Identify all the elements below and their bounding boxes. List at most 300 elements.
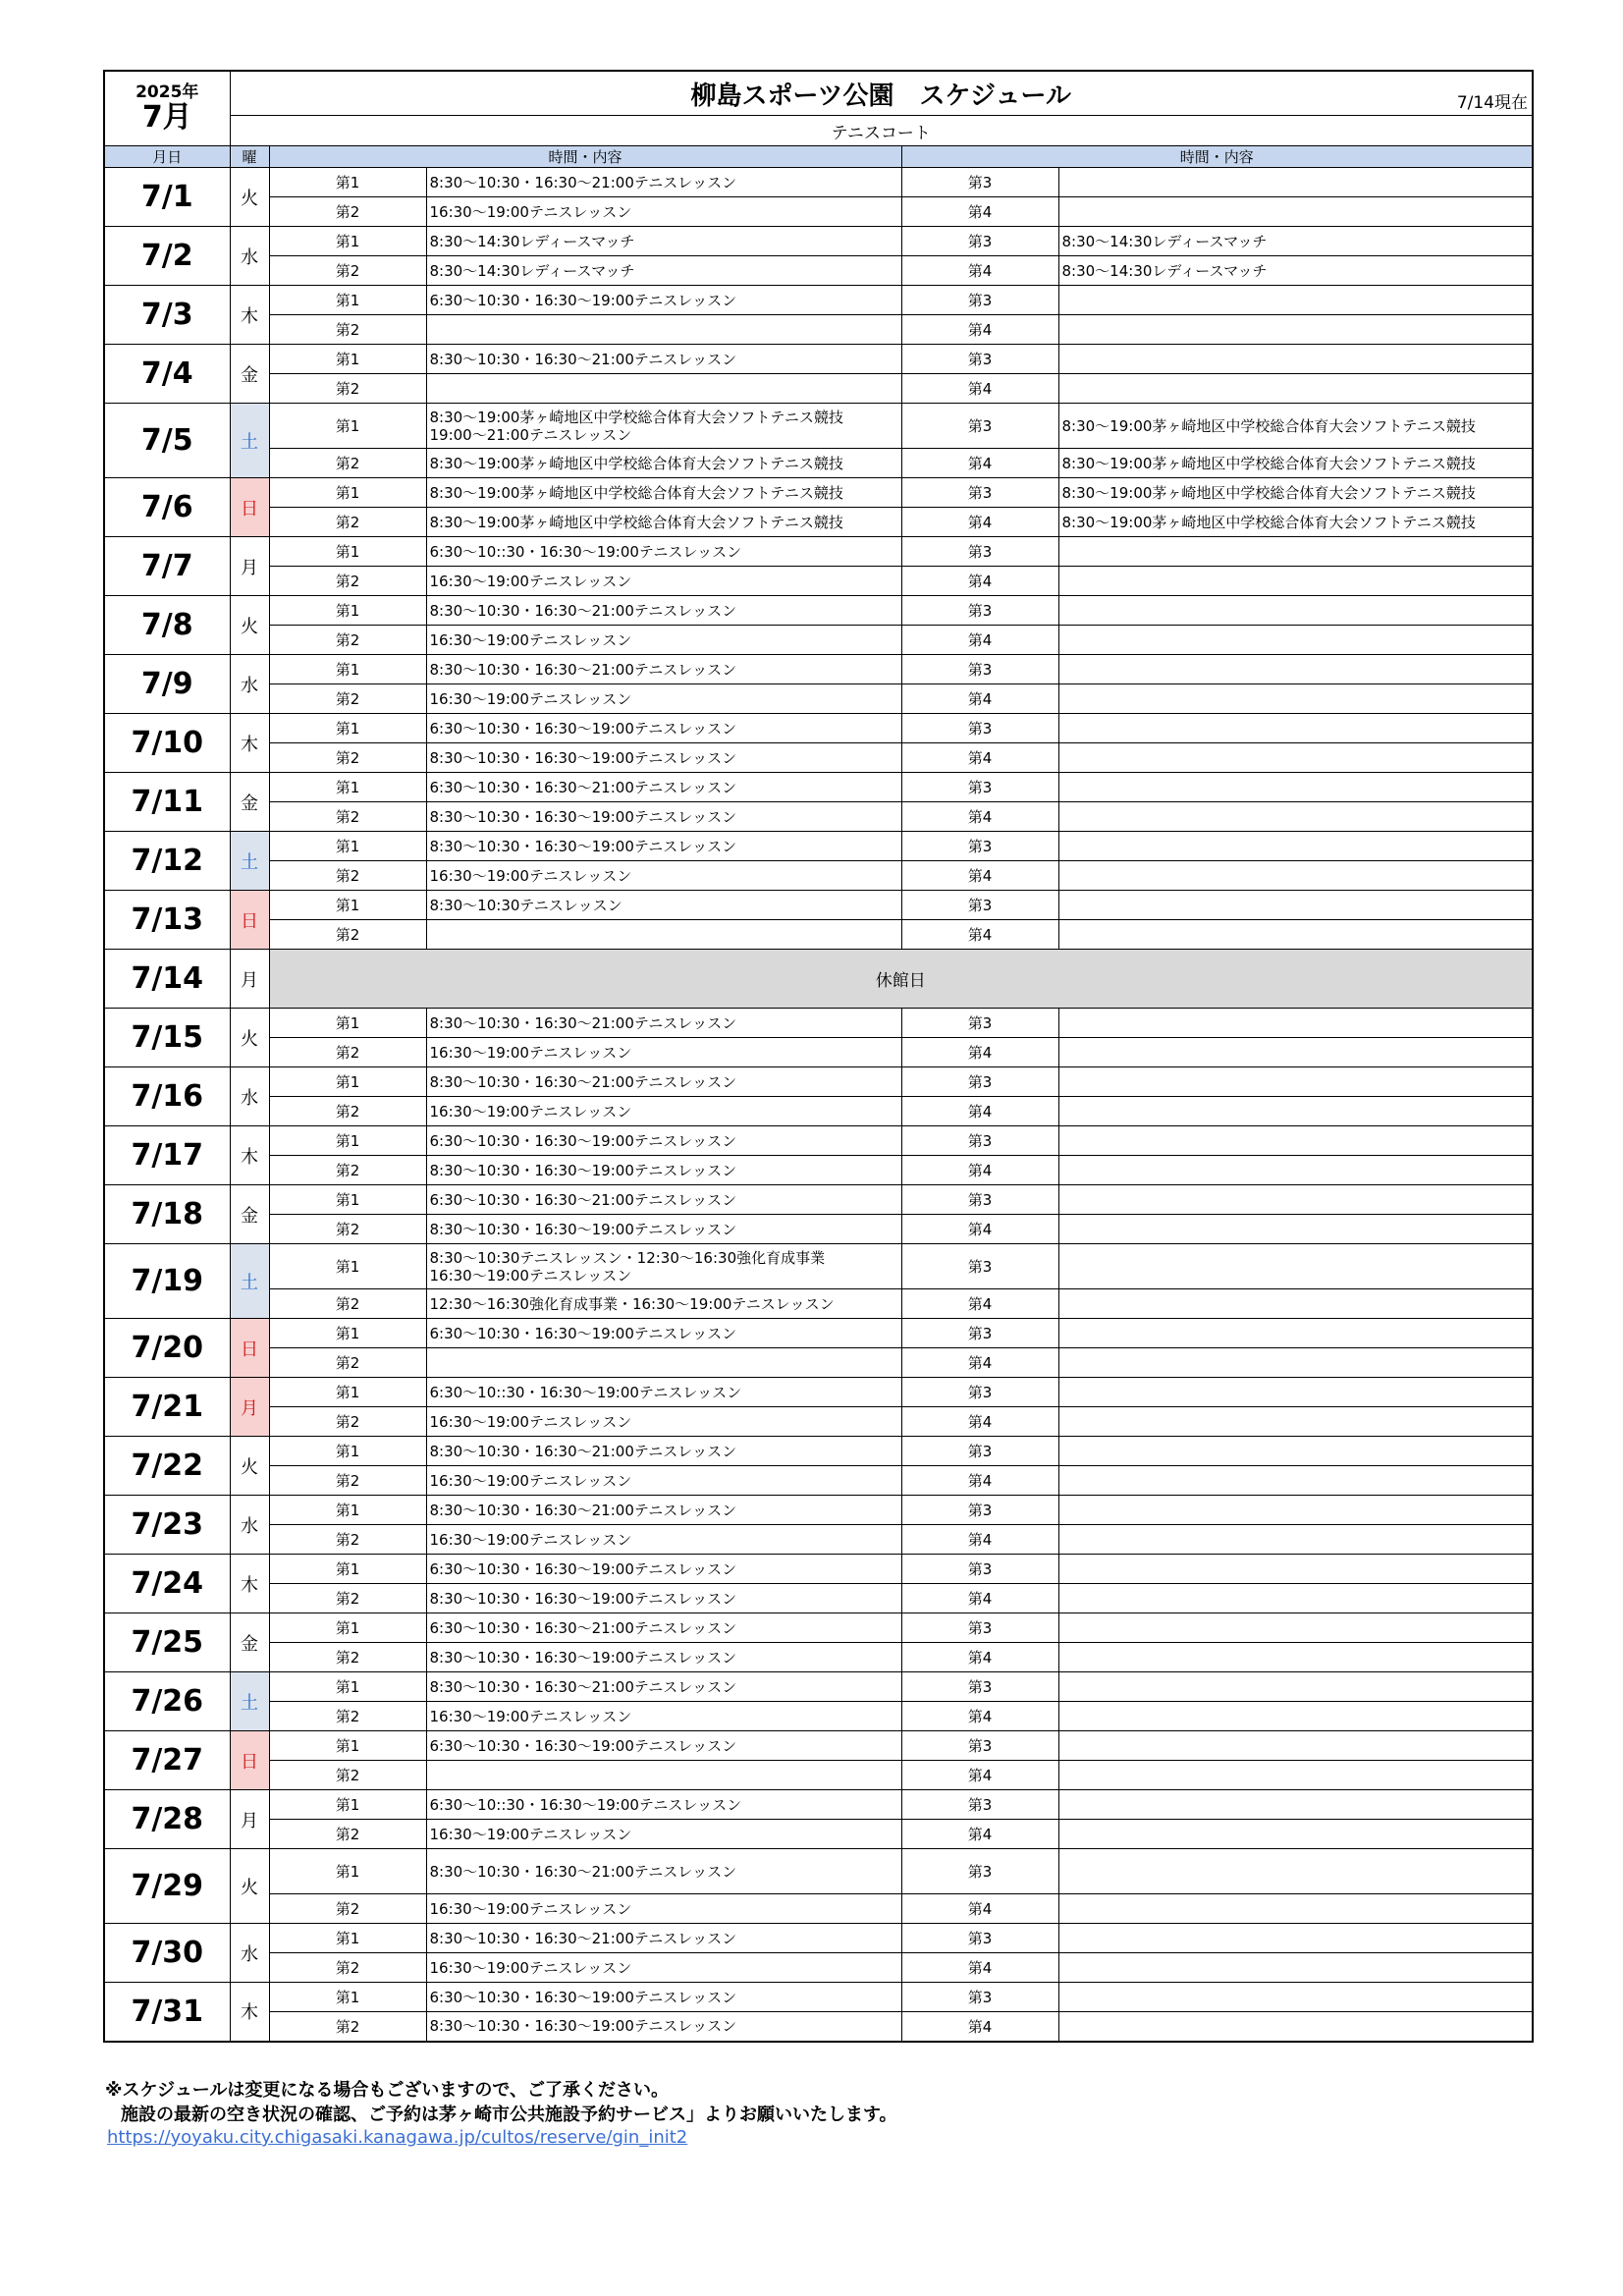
court-row bbox=[104, 449, 1533, 478]
court-label-left: 第2 bbox=[269, 626, 426, 655]
day-of-week: 金 bbox=[230, 1185, 269, 1244]
court-content-right bbox=[1058, 626, 1533, 655]
day-of-week: 金 bbox=[230, 345, 269, 404]
court-content-right bbox=[1058, 197, 1533, 227]
content-line: 6:30～10::30・16:30～19:00テニスレッスン bbox=[429, 1383, 742, 1401]
content-line: 8:30～10:30・16:30～21:00テニスレッスン bbox=[429, 173, 737, 191]
court-label-left: 第2 bbox=[269, 920, 426, 950]
court-content-left bbox=[426, 861, 901, 891]
court-label-right: 第3 bbox=[901, 1924, 1058, 1953]
court-row bbox=[104, 1126, 1533, 1156]
court-content-right bbox=[1058, 861, 1533, 891]
court-content-left bbox=[426, 2012, 901, 2042]
court-label-left: 第2 bbox=[269, 1289, 426, 1319]
court-row bbox=[104, 684, 1533, 714]
col-header-date: 月日 bbox=[104, 146, 230, 168]
day-date: 7/5 bbox=[104, 404, 230, 478]
court-label-right: 第4 bbox=[901, 802, 1058, 832]
day-row bbox=[104, 950, 1533, 1009]
court-label-left: 第2 bbox=[269, 1820, 426, 1849]
day-of-week: 土 bbox=[230, 1244, 269, 1319]
day-of-week: 火 bbox=[230, 1849, 269, 1924]
court-label-left: 第1 bbox=[269, 596, 426, 626]
content-line: 8:30～10:30・16:30～19:00テニスレッスン bbox=[429, 1220, 737, 1238]
court-content-right bbox=[1058, 1348, 1533, 1378]
court-label-right: 第3 bbox=[901, 404, 1058, 449]
court-content-right bbox=[1058, 1731, 1533, 1761]
court-label-left: 第2 bbox=[269, 1525, 426, 1555]
day-date: 7/30 bbox=[104, 1924, 230, 1983]
content-line: 6:30～10:30・16:30～21:00テニスレッスン bbox=[429, 778, 737, 796]
court-row bbox=[104, 345, 1533, 374]
court-row bbox=[104, 567, 1533, 596]
content-line: 8:30～10:30・16:30～21:00テニスレッスン bbox=[429, 1442, 737, 1460]
content-line: 8:30～10:30・16:30～21:00テニスレッスン bbox=[429, 1929, 737, 1947]
day-date: 7/26 bbox=[104, 1672, 230, 1731]
day-of-week: 月 bbox=[230, 950, 269, 1009]
court-label-left: 第2 bbox=[269, 1894, 426, 1924]
content-line: 8:30～10:30・16:30～21:00テニスレッスン bbox=[429, 660, 737, 679]
court-label-right: 第3 bbox=[901, 1126, 1058, 1156]
court-label-right: 第4 bbox=[901, 1407, 1058, 1437]
court-content-left bbox=[426, 1289, 901, 1319]
court-content-left bbox=[426, 1215, 901, 1244]
content-line: 8:30～19:00茅ヶ崎地区中学校総合体育大会ソフトテニス競技 bbox=[429, 408, 843, 426]
closed-day-cell: 休館日 bbox=[269, 950, 1533, 1009]
court-content-left bbox=[426, 1849, 901, 1894]
court-content-right bbox=[1058, 1983, 1533, 2012]
court-content-left bbox=[426, 374, 901, 404]
court-label-left: 第2 bbox=[269, 256, 426, 286]
day-of-week: 木 bbox=[230, 286, 269, 345]
court-content-left bbox=[426, 1672, 901, 1702]
day-of-week: 月 bbox=[230, 537, 269, 596]
day-date: 7/19 bbox=[104, 1244, 230, 1319]
court-content-left bbox=[426, 1437, 901, 1466]
content-line: 8:30～10:30テニスレッスン・12:30～16:30強化育成事業 bbox=[429, 1248, 826, 1267]
day-date: 7/4 bbox=[104, 345, 230, 404]
court-label-left: 第1 bbox=[269, 1496, 426, 1525]
court-content-left bbox=[426, 1790, 901, 1820]
court-label-right: 第3 bbox=[901, 1672, 1058, 1702]
day-date: 7/6 bbox=[104, 478, 230, 537]
content-line: 8:30～10:30・16:30～21:00テニスレッスン bbox=[429, 1677, 737, 1696]
court-label-right: 第4 bbox=[901, 1289, 1058, 1319]
court-content-right bbox=[1058, 374, 1533, 404]
court-label-left: 第1 bbox=[269, 1731, 426, 1761]
day-date: 7/12 bbox=[104, 832, 230, 891]
day-date: 7/14 bbox=[104, 950, 230, 1009]
court-content-left bbox=[426, 286, 901, 315]
day-date: 7/2 bbox=[104, 227, 230, 286]
court-content-right bbox=[1058, 1525, 1533, 1555]
court-row bbox=[104, 1643, 1533, 1672]
court-label-right: 第3 bbox=[901, 1319, 1058, 1348]
court-content-left bbox=[426, 743, 901, 773]
court-row bbox=[104, 1924, 1533, 1953]
content-line: 16:30～19:00テニスレッスン bbox=[429, 1043, 632, 1062]
court-label-left: 第1 bbox=[269, 1185, 426, 1215]
court-row bbox=[104, 508, 1533, 537]
court-content-left bbox=[426, 1584, 901, 1613]
court-row bbox=[104, 197, 1533, 227]
day-date: 7/17 bbox=[104, 1126, 230, 1185]
court-content-right bbox=[1058, 891, 1533, 920]
court-row bbox=[104, 1584, 1533, 1613]
page-title: 柳島スポーツ公園 スケジュール bbox=[690, 81, 1071, 111]
court-label-right: 第3 bbox=[901, 773, 1058, 802]
court-row bbox=[104, 1790, 1533, 1820]
court-content-right bbox=[1058, 1289, 1533, 1319]
court-content-left bbox=[426, 1126, 901, 1156]
court-label-left: 第2 bbox=[269, 1156, 426, 1185]
month-label: 7月 bbox=[141, 99, 192, 135]
court-content-left bbox=[426, 1525, 901, 1555]
court-label-right: 第4 bbox=[901, 1584, 1058, 1613]
court-row bbox=[104, 891, 1533, 920]
court-label-right: 第4 bbox=[901, 449, 1058, 478]
court-label-right: 第3 bbox=[901, 1437, 1058, 1466]
content-line-2: 16:30～19:00テニスレッスン bbox=[429, 1266, 632, 1285]
court-content-left bbox=[426, 1496, 901, 1525]
court-content-left bbox=[426, 1731, 901, 1761]
court-label-right: 第4 bbox=[901, 1894, 1058, 1924]
court-label-left: 第2 bbox=[269, 508, 426, 537]
content-line: 6:30～10:30・16:30～21:00テニスレッスン bbox=[429, 1618, 737, 1637]
court-label-right: 第4 bbox=[901, 920, 1058, 950]
court-label-left: 第2 bbox=[269, 374, 426, 404]
court-content-right bbox=[1058, 168, 1533, 197]
court-content-right bbox=[1058, 1643, 1533, 1672]
court-label-left: 第2 bbox=[269, 1215, 426, 1244]
court-content-left bbox=[426, 227, 901, 256]
court-row bbox=[104, 1097, 1533, 1126]
court-content-right bbox=[1058, 1584, 1533, 1613]
court-content-right bbox=[1058, 832, 1533, 861]
court-label-left: 第2 bbox=[269, 1643, 426, 1672]
content-line: 16:30～19:00テニスレッスン bbox=[429, 202, 632, 221]
court-content-right: 8:30～14:30レディースマッチ bbox=[1058, 256, 1533, 286]
court-content-left bbox=[426, 1953, 901, 1983]
content-line: 6:30～10:30・16:30～19:00テニスレッスン bbox=[429, 719, 737, 738]
court-label-right: 第3 bbox=[901, 537, 1058, 567]
court-label-right: 第3 bbox=[901, 1555, 1058, 1584]
content-line: 6:30～10:30・16:30～19:00テニスレッスン bbox=[429, 291, 737, 309]
court-label-right: 第4 bbox=[901, 743, 1058, 773]
day-of-week: 日 bbox=[230, 1319, 269, 1378]
page-title-cell bbox=[230, 71, 1533, 116]
court-row bbox=[104, 2012, 1533, 2042]
court-label-right: 第4 bbox=[901, 1820, 1058, 1849]
court-row bbox=[104, 1525, 1533, 1555]
content-line: 8:30～10:30・16:30～19:00テニスレッスン bbox=[429, 748, 737, 767]
content-line: 8:30～10:30・16:30～21:00テニスレッスン bbox=[429, 1501, 737, 1519]
court-label-right: 第4 bbox=[901, 374, 1058, 404]
day-of-week: 水 bbox=[230, 1067, 269, 1126]
court-label-right: 第3 bbox=[901, 286, 1058, 315]
court-row bbox=[104, 1348, 1533, 1378]
content-line: 8:30～14:30レディースマッチ bbox=[429, 261, 635, 280]
court-row bbox=[104, 1466, 1533, 1496]
content-line: 8:30～10:30・16:30～21:00テニスレッスン bbox=[429, 1862, 737, 1881]
day-date: 7/27 bbox=[104, 1731, 230, 1790]
court-content-right bbox=[1058, 1038, 1533, 1067]
day-of-week: 水 bbox=[230, 227, 269, 286]
court-label-right: 第3 bbox=[901, 1849, 1058, 1894]
day-of-week: 木 bbox=[230, 1126, 269, 1185]
as-of-date: 7/14現在 bbox=[1456, 93, 1528, 113]
court-label-left: 第1 bbox=[269, 1126, 426, 1156]
court-row bbox=[104, 1894, 1533, 1924]
court-content-right bbox=[1058, 1378, 1533, 1407]
day-date: 7/18 bbox=[104, 1185, 230, 1244]
court-label-right: 第3 bbox=[901, 1185, 1058, 1215]
court-label-right: 第4 bbox=[901, 1156, 1058, 1185]
day-of-week: 金 bbox=[230, 1613, 269, 1672]
day-date: 7/29 bbox=[104, 1849, 230, 1924]
court-content-left bbox=[426, 596, 901, 626]
court-content-left bbox=[426, 508, 901, 537]
court-label-right: 第3 bbox=[901, 891, 1058, 920]
court-content-right bbox=[1058, 1894, 1533, 1924]
day-of-week: 火 bbox=[230, 168, 269, 227]
day-of-week: 木 bbox=[230, 1983, 269, 2042]
court-content-right bbox=[1058, 1702, 1533, 1731]
court-content-right bbox=[1058, 1407, 1533, 1437]
court-row bbox=[104, 286, 1533, 315]
day-of-week: 月 bbox=[230, 1378, 269, 1437]
content-line: 16:30～19:00テニスレッスン bbox=[429, 1530, 632, 1549]
col-header-dow: 曜 bbox=[230, 146, 269, 168]
court-row bbox=[104, 1437, 1533, 1466]
reservation-link[interactable]: https://yoyaku.city.chigasaki.kanagawa.jp/cultos/reserve/gin_init2 bbox=[107, 2127, 688, 2148]
court-label-right: 第3 bbox=[901, 1378, 1058, 1407]
court-row bbox=[104, 315, 1533, 345]
court-label-left: 第2 bbox=[269, 802, 426, 832]
court-content-right bbox=[1058, 1009, 1533, 1038]
court-label-right: 第4 bbox=[901, 1097, 1058, 1126]
court-row bbox=[104, 256, 1533, 286]
day-of-week: 土 bbox=[230, 832, 269, 891]
day-date: 7/24 bbox=[104, 1555, 230, 1613]
court-label-left: 第2 bbox=[269, 1348, 426, 1378]
day-date: 7/9 bbox=[104, 655, 230, 714]
court-content-left bbox=[426, 832, 901, 861]
content-line: 8:30～10:30・16:30～19:00テニスレッスン bbox=[429, 1648, 737, 1667]
court-label-right: 第4 bbox=[901, 1761, 1058, 1790]
court-label-right: 第4 bbox=[901, 1466, 1058, 1496]
content-line: 6:30～10:30・16:30～19:00テニスレッスン bbox=[429, 1559, 737, 1578]
court-label-left: 第1 bbox=[269, 714, 426, 743]
col-header-content-right: 時間・内容 bbox=[901, 146, 1533, 168]
court-label-right: 第3 bbox=[901, 1613, 1058, 1643]
facility-subtitle: テニスコート bbox=[230, 116, 1533, 146]
court-content-left bbox=[426, 1643, 901, 1672]
court-content-left bbox=[426, 1097, 901, 1126]
content-line: 6:30～10:30・16:30～19:00テニスレッスン bbox=[429, 1736, 737, 1755]
content-line: 16:30～19:00テニスレッスン bbox=[429, 1825, 632, 1843]
court-row bbox=[104, 832, 1533, 861]
court-content-left bbox=[426, 1702, 901, 1731]
day-date: 7/1 bbox=[104, 168, 230, 227]
content-line: 8:30～10:30・16:30～21:00テニスレッスン bbox=[429, 1013, 737, 1032]
court-content-left bbox=[426, 1466, 901, 1496]
court-row bbox=[104, 227, 1533, 256]
court-content-right bbox=[1058, 1319, 1533, 1348]
court-label-right: 第3 bbox=[901, 168, 1058, 197]
court-content-left bbox=[426, 404, 901, 449]
court-content-right bbox=[1058, 655, 1533, 684]
court-content-right bbox=[1058, 596, 1533, 626]
court-label-right: 第4 bbox=[901, 508, 1058, 537]
court-label-left: 第1 bbox=[269, 655, 426, 684]
court-content-left bbox=[426, 1319, 901, 1348]
court-label-left: 第2 bbox=[269, 1407, 426, 1437]
court-label-left: 第1 bbox=[269, 478, 426, 508]
day-of-week: 日 bbox=[230, 891, 269, 950]
court-content-right bbox=[1058, 567, 1533, 596]
court-label-left: 第2 bbox=[269, 1953, 426, 1983]
court-row bbox=[104, 1185, 1533, 1215]
court-row bbox=[104, 1009, 1533, 1038]
court-content-right bbox=[1058, 1924, 1533, 1953]
court-label-right: 第3 bbox=[901, 596, 1058, 626]
day-of-week: 木 bbox=[230, 1555, 269, 1613]
court-content-right bbox=[1058, 1067, 1533, 1097]
court-row bbox=[104, 1672, 1533, 1702]
court-label-right: 第3 bbox=[901, 655, 1058, 684]
day-date: 7/8 bbox=[104, 596, 230, 655]
court-content-right bbox=[1058, 1820, 1533, 1849]
day-date: 7/10 bbox=[104, 714, 230, 773]
court-row bbox=[104, 743, 1533, 773]
day-of-week: 水 bbox=[230, 1496, 269, 1555]
day-date: 7/11 bbox=[104, 773, 230, 832]
court-label-right: 第3 bbox=[901, 1067, 1058, 1097]
court-row bbox=[104, 1407, 1533, 1437]
court-content-left bbox=[426, 1378, 901, 1407]
court-label-left: 第2 bbox=[269, 743, 426, 773]
court-label-left: 第1 bbox=[269, 773, 426, 802]
content-line: 16:30～19:00テニスレッスン bbox=[429, 1707, 632, 1725]
day-of-week: 日 bbox=[230, 478, 269, 537]
court-content-right bbox=[1058, 1849, 1533, 1894]
court-content-left bbox=[426, 655, 901, 684]
content-line: 8:30～19:00茅ヶ崎地区中学校総合体育大会ソフトテニス競技 bbox=[429, 454, 843, 472]
schedule-table bbox=[103, 70, 1534, 2043]
court-content-left bbox=[426, 1244, 901, 1289]
court-content-right bbox=[1058, 1672, 1533, 1702]
day-of-week: 金 bbox=[230, 773, 269, 832]
day-date: 7/21 bbox=[104, 1378, 230, 1437]
court-row bbox=[104, 374, 1533, 404]
court-label-left: 第1 bbox=[269, 286, 426, 315]
court-content-right bbox=[1058, 2012, 1533, 2042]
court-row bbox=[104, 1289, 1533, 1319]
day-of-week: 日 bbox=[230, 1731, 269, 1790]
court-content-left bbox=[426, 1185, 901, 1215]
court-row bbox=[104, 1613, 1533, 1643]
court-row bbox=[104, 861, 1533, 891]
court-content-right bbox=[1058, 743, 1533, 773]
court-label-left: 第1 bbox=[269, 832, 426, 861]
court-content-left bbox=[426, 1924, 901, 1953]
court-row bbox=[104, 1555, 1533, 1584]
year-label: 2025年 bbox=[135, 82, 199, 102]
content-line: 8:30～10:30・16:30～19:00テニスレッスン bbox=[429, 837, 737, 855]
court-row bbox=[104, 802, 1533, 832]
court-row bbox=[104, 1378, 1533, 1407]
court-label-left: 第1 bbox=[269, 1613, 426, 1643]
court-label-left: 第2 bbox=[269, 315, 426, 345]
col-header-content-left: 時間・内容 bbox=[269, 146, 901, 168]
day-date: 7/23 bbox=[104, 1496, 230, 1555]
day-date: 7/25 bbox=[104, 1613, 230, 1672]
court-content-left bbox=[426, 1038, 901, 1067]
court-content-left bbox=[426, 1983, 901, 2012]
content-line: 6:30～10:30・16:30～21:00テニスレッスン bbox=[429, 1190, 737, 1209]
day-date: 7/7 bbox=[104, 537, 230, 596]
column-header-row bbox=[104, 146, 1533, 168]
content-line: 16:30～19:00テニスレッスン bbox=[429, 572, 632, 590]
court-label-right: 第3 bbox=[901, 1244, 1058, 1289]
court-label-left: 第1 bbox=[269, 1849, 426, 1894]
court-row bbox=[104, 1244, 1533, 1289]
court-label-right: 第4 bbox=[901, 1348, 1058, 1378]
court-label-left: 第1 bbox=[269, 891, 426, 920]
content-line: 16:30～19:00テニスレッスン bbox=[429, 1958, 632, 1977]
court-row bbox=[104, 1702, 1533, 1731]
court-content-right: 8:30～19:00茅ヶ崎地区中学校総合体育大会ソフトテニス競技 bbox=[1058, 449, 1533, 478]
court-content-left bbox=[426, 567, 901, 596]
court-label-right: 第4 bbox=[901, 1038, 1058, 1067]
court-content-right bbox=[1058, 773, 1533, 802]
court-content-right bbox=[1058, 1156, 1533, 1185]
court-content-left bbox=[426, 626, 901, 655]
court-content-left bbox=[426, 1613, 901, 1643]
court-content-left bbox=[426, 1761, 901, 1790]
court-content-left bbox=[426, 1067, 901, 1097]
court-label-right: 第4 bbox=[901, 1215, 1058, 1244]
content-line: 16:30～19:00テニスレッスン bbox=[429, 1102, 632, 1121]
court-label-left: 第1 bbox=[269, 1009, 426, 1038]
court-label-left: 第2 bbox=[269, 1038, 426, 1067]
content-line: 16:30～19:00テニスレッスン bbox=[429, 1412, 632, 1431]
court-content-left bbox=[426, 478, 901, 508]
court-content-right bbox=[1058, 684, 1533, 714]
day-date: 7/15 bbox=[104, 1009, 230, 1067]
content-line: 16:30～19:00テニスレッスン bbox=[429, 689, 632, 708]
court-row bbox=[104, 1156, 1533, 1185]
court-row bbox=[104, 920, 1533, 950]
court-content-right bbox=[1058, 920, 1533, 950]
notes bbox=[105, 2078, 897, 2127]
court-label-right: 第3 bbox=[901, 1009, 1058, 1038]
court-label-right: 第3 bbox=[901, 714, 1058, 743]
court-label-left: 第2 bbox=[269, 1097, 426, 1126]
content-line: 8:30～10:30・16:30～19:00テニスレッスン bbox=[429, 2017, 737, 2036]
court-label-right: 第3 bbox=[901, 478, 1058, 508]
court-content-left bbox=[426, 256, 901, 286]
court-label-right: 第4 bbox=[901, 2012, 1058, 2042]
day-date: 7/20 bbox=[104, 1319, 230, 1378]
court-row bbox=[104, 714, 1533, 743]
court-label-right: 第3 bbox=[901, 1790, 1058, 1820]
court-row bbox=[104, 478, 1533, 508]
content-line: 8:30～10:30・16:30～19:00テニスレッスン bbox=[429, 1589, 737, 1608]
court-row bbox=[104, 655, 1533, 684]
court-label-right: 第4 bbox=[901, 315, 1058, 345]
